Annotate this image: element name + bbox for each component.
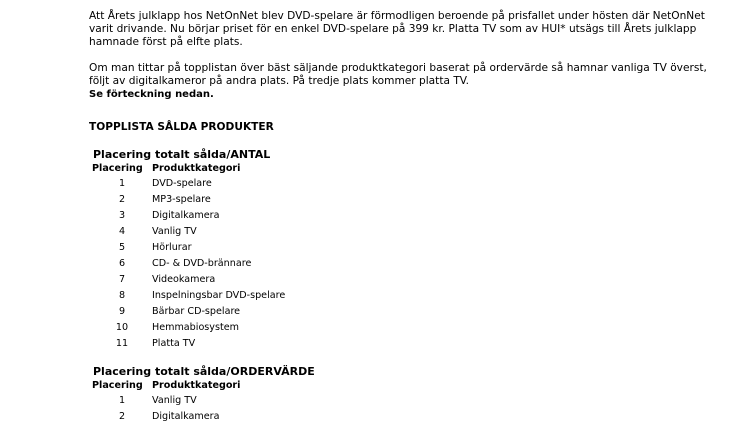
product-category: Digitalkamera bbox=[152, 209, 220, 221]
table-header-row bbox=[92, 161, 285, 175]
table-row bbox=[92, 255, 285, 271]
ranking-table-ordervalue bbox=[92, 378, 244, 424]
product-category: CD- & DVD-brännare bbox=[152, 257, 252, 269]
table1-body bbox=[92, 175, 285, 351]
product-category: Hemmabiosystem bbox=[152, 321, 239, 333]
table-row bbox=[92, 408, 244, 424]
section-title: TOPPLISTA SÅLDA PRODUKTER bbox=[89, 121, 274, 133]
product-category: Hörlurar bbox=[152, 241, 192, 253]
rank-number: 7 bbox=[118, 273, 126, 285]
table-row bbox=[92, 223, 285, 239]
rank-number: 4 bbox=[118, 225, 126, 237]
table-row bbox=[92, 207, 285, 223]
table2-title: Placering totalt sålda/ORDERVÄRDE bbox=[93, 365, 315, 378]
table-row bbox=[92, 287, 285, 303]
table-row bbox=[92, 335, 285, 351]
product-category: Platta TV bbox=[152, 337, 196, 349]
rank-number: 11 bbox=[115, 337, 129, 349]
table2-body bbox=[92, 392, 244, 424]
table1-title: Placering totalt sålda/ANTAL bbox=[93, 148, 271, 161]
table-row bbox=[92, 319, 285, 335]
product-category: Videokamera bbox=[152, 273, 216, 285]
rank-number: 2 bbox=[118, 410, 126, 422]
document-body bbox=[89, 10, 729, 424]
table-row bbox=[92, 392, 244, 408]
intro-paragraph: Att Årets julklapp hos NetOnNet blev DVD-spelare är förmodligen beroende på prisfallet under hösten där NetOnNet varit drivande. Nu börjar priset för en enkel DVD-spelare på 399 kr. Platta TV som av HUI* utsägs till Årets julklapp hamnade först på elfte plats. bbox=[89, 10, 705, 48]
table-row bbox=[92, 271, 285, 287]
ranking-table-quantity bbox=[92, 161, 285, 351]
table-row bbox=[92, 303, 285, 319]
rank-number: 3 bbox=[118, 209, 126, 221]
product-category: Inspelningsbar DVD-spelare bbox=[152, 289, 286, 301]
product-category: MP3-spelare bbox=[152, 193, 211, 205]
rank-number: 5 bbox=[118, 241, 126, 253]
header-placering: Placering bbox=[92, 379, 143, 391]
table-row bbox=[92, 239, 285, 255]
rank-number: 8 bbox=[118, 289, 126, 301]
header-placering: Placering bbox=[92, 162, 143, 174]
rank-number: 1 bbox=[118, 394, 126, 406]
toplist-text: Om man tittar på topplistan över bäst säljande produktkategori baserat på ordervärde så hamnar vanliga TV överst, följt av digitalkameror på andra plats. På tredje plats kommer platta TV. bbox=[89, 62, 707, 87]
rank-number: 6 bbox=[118, 257, 126, 269]
product-category: Digitalkamera bbox=[152, 410, 220, 422]
table-header-row bbox=[92, 378, 244, 392]
table-row bbox=[92, 191, 285, 207]
rank-number: 9 bbox=[118, 305, 126, 317]
table-row bbox=[92, 175, 285, 191]
see-list-text: Se förteckning nedan. bbox=[89, 89, 214, 100]
header-produktkategori: Produktkategori bbox=[152, 379, 241, 391]
rank-number: 2 bbox=[118, 193, 126, 205]
product-category: DVD-spelare bbox=[152, 177, 212, 189]
product-category: Bärbar CD-spelare bbox=[152, 305, 241, 317]
product-category: Vanlig TV bbox=[152, 394, 197, 406]
product-category: Vanlig TV bbox=[152, 225, 197, 237]
rank-number: 1 bbox=[118, 177, 126, 189]
header-produktkategori: Produktkategori bbox=[152, 162, 241, 174]
toplist-paragraph bbox=[89, 62, 729, 101]
rank-number: 10 bbox=[115, 321, 129, 333]
